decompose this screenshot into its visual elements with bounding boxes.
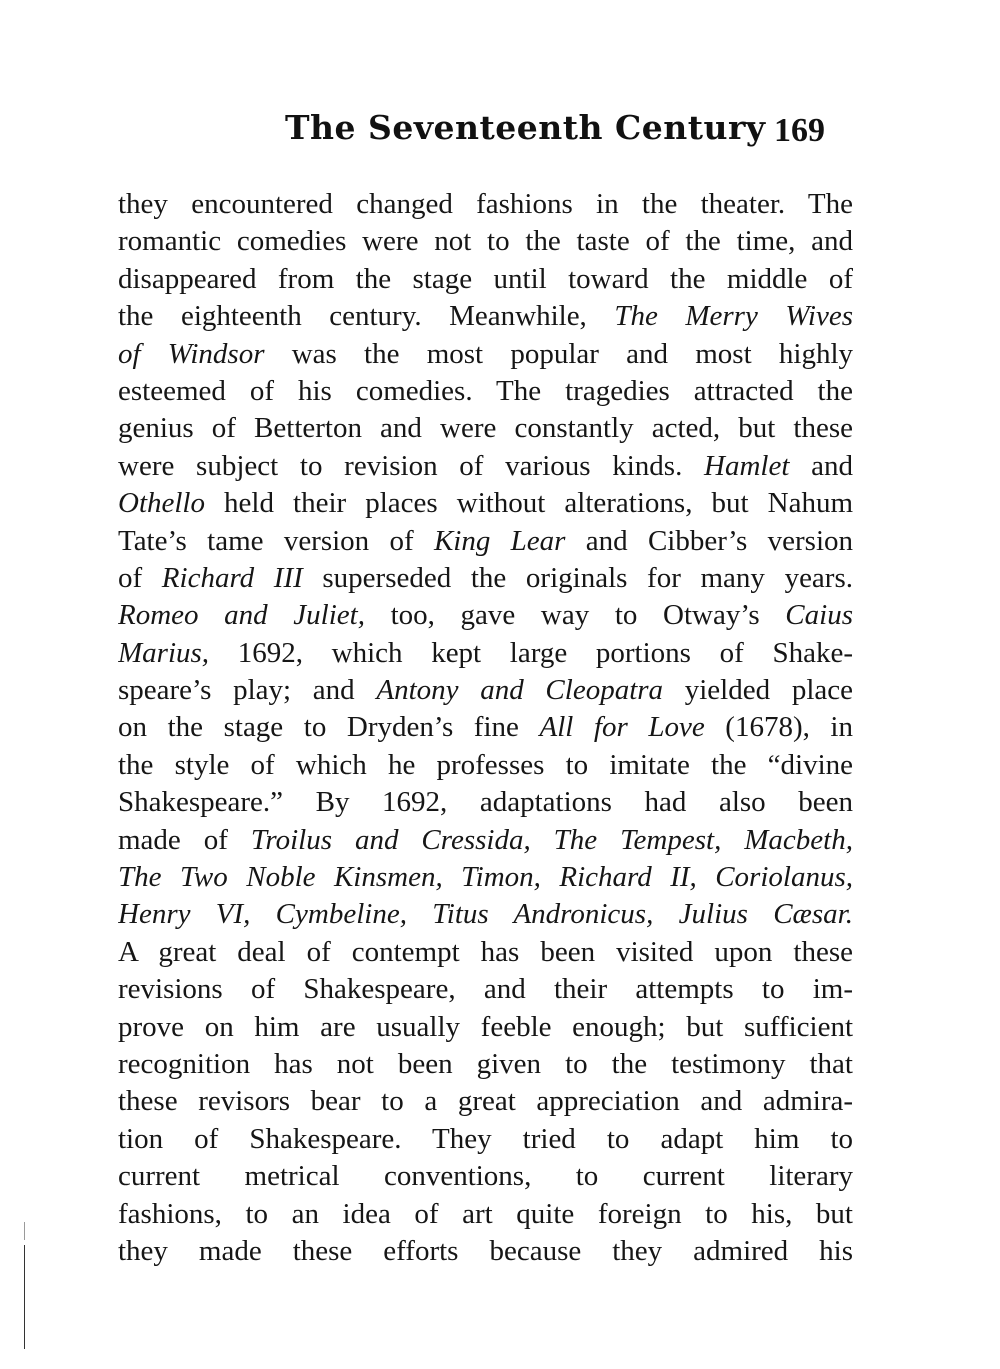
line-text: and (789, 449, 853, 482)
italic-title-text: Troilus and Cressida, The Tempest, Macbeth, (250, 823, 853, 856)
text-line (118, 298, 853, 335)
line-text: esteemed of his comedies. The tragedies attracted the (118, 374, 853, 407)
line-text: recognition has not been given to the testimony that (118, 1047, 853, 1080)
italic-title-text: The Merry Wives (614, 300, 853, 333)
running-head-title: The Seventeenth Century (285, 108, 766, 147)
text-line (118, 859, 853, 896)
line-text: held their places without alterations, but Nahum (205, 487, 853, 520)
text-line (118, 560, 853, 597)
line-text: fashions, to an idea of art quite foreign to his, but (118, 1197, 853, 1230)
italic-title-text: The Two Noble Kinsmen, Timon, Richard II, Coriolanus, (118, 861, 853, 894)
line-text: yielded place (663, 674, 853, 707)
text-line (118, 410, 853, 447)
line-text: the style of which he professes to imitate the “divine (118, 748, 853, 781)
text-line (118, 448, 853, 485)
text-line (118, 186, 853, 223)
line-text: Tate’s tame version of (118, 524, 434, 557)
line-text: was the most popular and most highly (264, 337, 853, 370)
line-text: genius of Betterton and were constantly acted, but these (118, 412, 853, 445)
text-line (118, 1233, 853, 1270)
text-line (118, 635, 853, 672)
line-text: superseded the originals for many years. (302, 561, 853, 594)
text-line (118, 747, 853, 784)
text-line (118, 1158, 853, 1195)
text-line (118, 1121, 853, 1158)
text-line (118, 523, 853, 560)
line-text: speare’s play; and (118, 674, 377, 707)
text-line (118, 485, 853, 522)
line-text: made of (118, 823, 251, 856)
line-text: 1692, which kept large portions of Shake- (209, 636, 853, 669)
line-text: these revisors bear to a great appreciation and admira- (118, 1085, 853, 1118)
text-line (118, 1196, 853, 1233)
line-text: on the stage to Dryden’s fine (118, 711, 540, 744)
text-line (118, 1046, 853, 1083)
line-text: Shakespeare.” By 1692, adaptations had also been (118, 786, 853, 819)
italic-title-text: Richard III (161, 561, 303, 594)
italic-title-text: King Lear (433, 524, 566, 557)
italic-title-text: Hamlet (704, 449, 790, 482)
line-text: A great deal of contempt has been visited upon these (118, 935, 853, 968)
line-text: prove on him are usually feeble enough; but sufficient (118, 1010, 853, 1043)
line-text: of (118, 561, 162, 594)
text-line (118, 934, 853, 971)
text-line (118, 971, 853, 1008)
text-line (118, 597, 853, 634)
line-text: (1678), in (704, 711, 853, 744)
line-text: tion of Shakespeare. They tried to adapt him to (118, 1122, 853, 1155)
text-line (118, 709, 853, 746)
line-text: disappeared from the stage until toward the middle of (118, 262, 853, 295)
text-line (118, 672, 853, 709)
line-text: and Cibber’s version (565, 524, 853, 557)
line-text: the eighteenth century. Meanwhile, (118, 300, 615, 333)
italic-title-text: All for Love (539, 711, 705, 744)
text-line (118, 1009, 853, 1046)
line-text: were subject to revision of various kinds. (118, 449, 705, 482)
italic-title-text: Antony and Cleopatra (376, 674, 664, 707)
italic-title-text: Caius (785, 599, 853, 632)
italic-title-text: Romeo and Juliet, (118, 599, 365, 632)
text-line (118, 261, 853, 298)
text-line (118, 1083, 853, 1120)
text-line (118, 784, 853, 821)
text-line (118, 373, 853, 410)
line-text: they made these efforts because they admired his (118, 1234, 853, 1267)
body-paragraph (118, 186, 853, 1270)
line-text: they encountered changed fashions in the theater. The (118, 188, 853, 220)
text-line (118, 896, 853, 933)
text-line (118, 822, 853, 859)
italic-title-text: of Windsor (118, 337, 265, 370)
line-text: too, gave way to Otway’s (364, 599, 786, 632)
line-text: romantic comedies were not to the taste of the time, and (118, 225, 853, 258)
text-line (118, 223, 853, 260)
text-line (118, 336, 853, 373)
italic-title-text: Marius, (118, 636, 210, 669)
line-text: revisions of Shakespeare, and their attempts to im- (118, 973, 853, 1006)
italic-title-text: Henry VI, Cymbeline, Titus Andronicus, Julius Cæsar. (118, 898, 853, 931)
page-number: 169 (774, 112, 825, 149)
margin-scan-mark (24, 1222, 25, 1240)
line-text: current metrical conventions, to current literary (118, 1160, 853, 1193)
italic-title-text: Othello (118, 487, 205, 520)
margin-scan-mark (24, 1245, 25, 1349)
